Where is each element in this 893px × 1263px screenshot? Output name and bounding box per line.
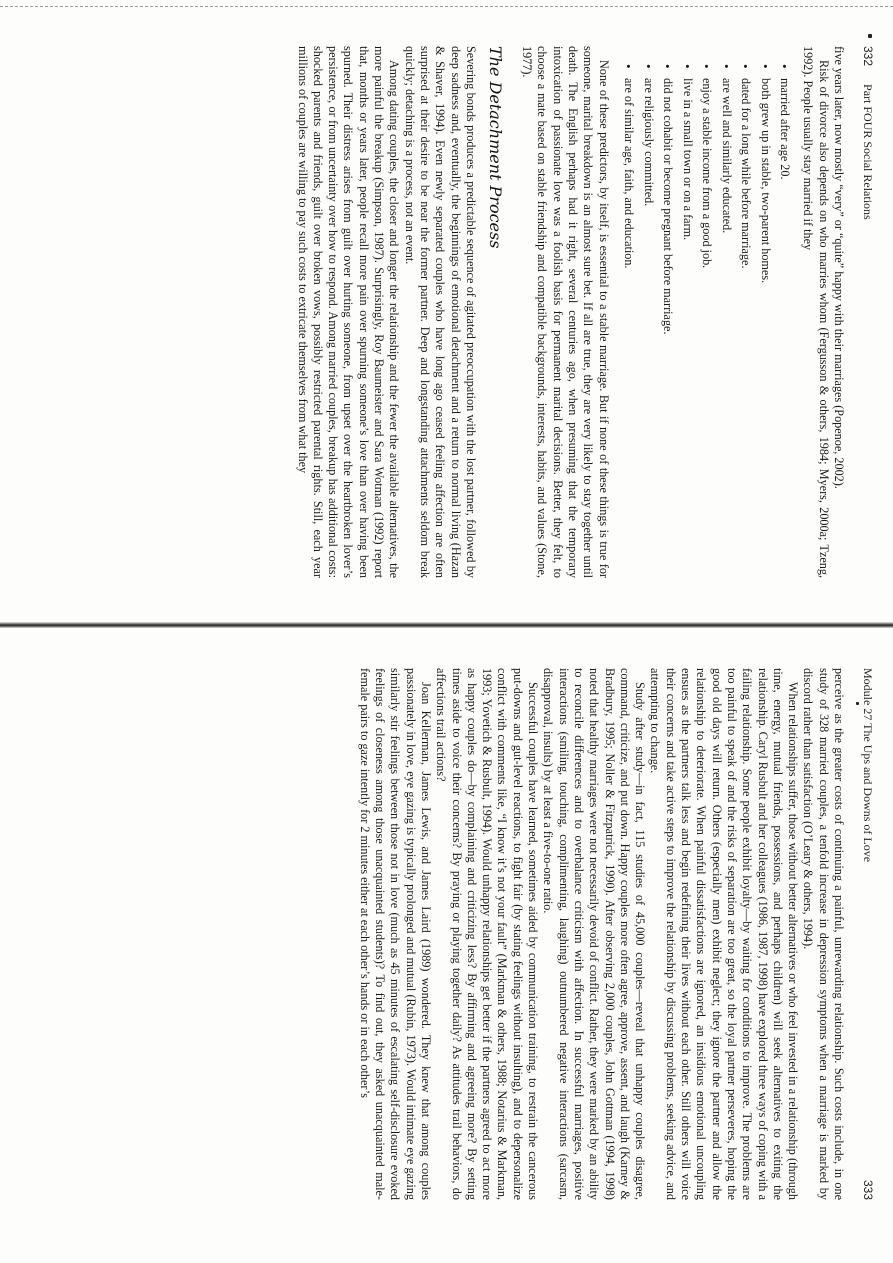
- predictors-paragraph: None of these predictors, by itself, is essential to a stable marriage. But if none of these things is true for someone, marital breakdown is an almost sure bet. If all are true, they are very likely to stay together until death. The English perhaps had it right, several centuries ago, when presuming that the temporary intoxication of passionate love was a foolish basis for permanent marital decisions. Better, they felt, to choose a mate based on stable friendship and compatible backgrounds, interests, habits, and values (Stone, 1977).: [520, 46, 611, 578]
- page-number: 332: [861, 46, 875, 67]
- left-running-head: [860, 46, 875, 578]
- list-item: • both grew up in stable, two-parent homes.: [755, 64, 775, 578]
- detachment-paragraph: Among dating couples, the closer and longer the relationship and the fewer the available alternatives, the more painful the breakup (Simpson, 1987). Surprisingly, Roy Baumeister and Sara Wotman (1992) report that, months or years later, people recall more pain over spurning someone’s love than over having been spurned. Their distress arises from guilt over hurting someone, from upset over the heartbroken lover’s persistence, or from uncertainty over how to respond. Among married couples, breakup has additional costs: shocked parents and friends, guilt over broken vows, possibly restricted parental rights. Still, each year millions of couples are willing to pay such costs to extricate themselves from what they: [295, 46, 402, 578]
- predictor-list: [619, 46, 795, 578]
- list-item: • dated for a long while before marriage.: [736, 64, 756, 578]
- detachment-paragraph: Severing bonds produces a predictable sequence of agitated preoccupation with the lost partner, followed by deep sadness and, eventually, the beginnings of emotional detachment and a return to normal living (Hazan & Shaver, 1994). Even newly separated couples who have long ago ceased feeling affection are often surprised at their desire to be near the former partner. Deep and longstanding attachments seldom break quickly; detaching is a process, not an event.: [402, 46, 478, 578]
- continuation-paragraph: perceive as the greater costs of continuing a painful, unrewarding relationship. Such costs include, in one study of 328 married couples, a tenfold increase in depression symptoms when a marriage is marked by discord rather than satisfaction (O’Leary & others, 1994).: [801, 668, 846, 1200]
- right-running-head: [860, 668, 875, 1200]
- running-head-title: Part FOUR Social Relations: [861, 84, 875, 220]
- list-item: • did not cohabit or become pregnant before marriage.: [658, 64, 678, 578]
- section-heading: The Detachment Process: [485, 46, 505, 249]
- running-head-title: Module 27 The Ups and Downs of Love: [861, 668, 875, 863]
- risk-paragraph: Risk of divorce also depends on who marries whom (Fergusson & others, 1984; Myers, 2000a; Tzeng, 1992). People usually stay married if they: [801, 46, 831, 578]
- list-item: • are religiously committed.: [638, 64, 658, 578]
- list-item: • enjoy a stable income from a good job.: [697, 64, 717, 578]
- page-fold-divider: [0, 622, 893, 628]
- list-item: • married after age 20.: [775, 64, 795, 578]
- list-item: • are well and similarly educated.: [716, 64, 736, 578]
- kellerman-paragraph: Joan Kellerman, James Lewis, and James Laird (1989) wondered. They knew that among couples passionately in love, eye gazing is typically prolonged and mutual (Rubin, 1973). Would intimate eye gazing similarly stir feelings between those not in love (much as 45 minutes of escalating self-disclosure evoked feelings of closeness among those unacquainted students)? To find out, they asked unacquainted male-female pairs to gaze intently for 2 minutes either at each other’s hands or in each other’s: [357, 668, 433, 1200]
- list-item: • live in a small town or on a farm.: [677, 64, 697, 578]
- left-page: [0, 10, 893, 610]
- intro-paragraph: five years later, now mostly “very” or “quite” happy with their marriages (Popenoe, 2002).: [832, 46, 846, 489]
- study-paragraph: Study after study—in fact, 115 studies of 45,000 couples—reveal that unhappy couples disagree, command, criticize, and put down. Happy couples more often agree, approve, assent, and laugh (Karney & Bradbury, 1995; Noller & Fitzpatrick, 1990). After observing 2,000 couples, John Gottman (1994, 1998) noted that healthy marriages were not necessarily devoid of conflict. Rather, they were marked by an ability to reconcile differences and to overbalance criticism with affection. In successful marriages, positive interactions (smiling, touching, complimenting, laughing) outnumbered negative interactions (sarcasm, disapproval, insults) by at least a five-to-one ratio.: [541, 668, 648, 1200]
- right-page: [0, 632, 893, 1232]
- successful-couples-paragraph: Successful couples have learned, sometimes aided by communication training, to restrain the cancerous put-downs and gut-level reactions, to fight fair (by stating feelings without insulting), and to depersonalize conflict with comments like, “I know it’s not your fault” (Markman & others, 1988; Notarius & Markman, 1993; Yovetich & Rusbult, 1994). Would unhappy relationships get better if the partners agreed to act more as happy couples do—by complaining and criticizing less? By affirming and agreeing more? By setting times aside to voice their concerns? By praying or playing together daily? As attitudes trail behaviors, do affections trail actions?: [434, 668, 541, 1200]
- relationships-paragraph: When relationships suffer, those without better alternatives or who feel invested in a relationship (through time, energy, mutual friends, possessions, and perhaps children) will seek alternatives to exiting the relationship. Caryl Rusbult and her colleagues (1986, 1987, 1998) have explored three ways of coping with a failing relationship. Some people exhibit loyalty—by waiting for conditions to improve. The problems are too painful to speak of and the risks of separation are too great, so the loyal partner perseveres, hoping the good old days will return. Others (especially men) exhibit neglect; they ignore the partner and allow the relationship to deteriorate. When painful dissatisfactions are ignored, an insidious emotional uncoupling ensues as the partners talk less and begin redefining their lives without each other. Still others will voice their concerns and take active steps to improve the relationship by discussing problems, seeking advice, and attempting to change.: [648, 668, 801, 1200]
- page-number: 333: [861, 1179, 875, 1200]
- list-item: • are of similar age, faith, and education.: [619, 64, 639, 578]
- scan-edge-line: [0, 6, 893, 7]
